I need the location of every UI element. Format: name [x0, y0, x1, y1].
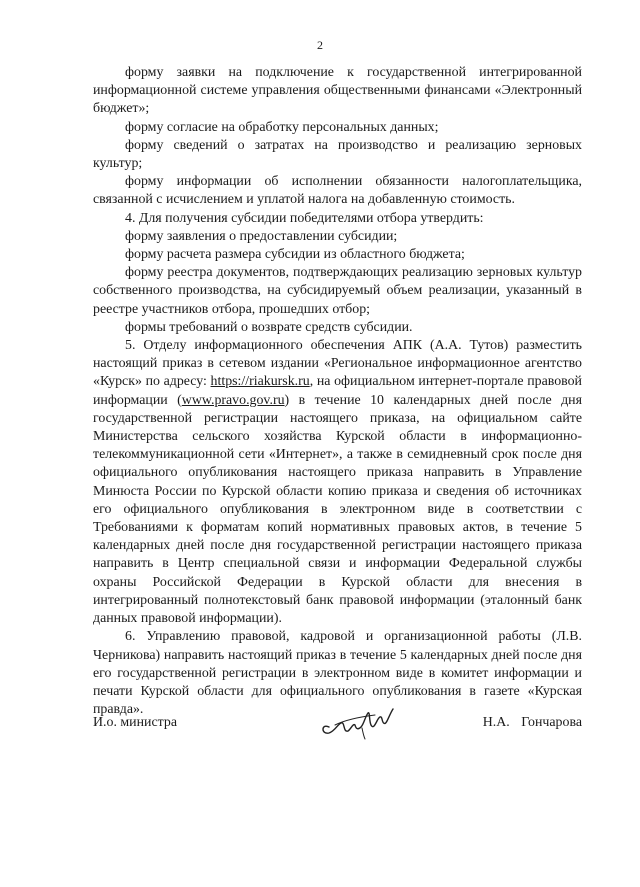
- item5-text-start: 5. Отделу информационного обеспечения АПК (А.А. Тутов) разместить настоящий приказ в сетевом издании «Региональное информационное агентство «Курск» по адресу:: [93, 338, 582, 390]
- handwritten-signature: [315, 703, 397, 741]
- paragraph: форму заявления о предоставлении субсидии;: [125, 228, 398, 244]
- paragraph: формы требований о возврате средств субсидии.: [125, 319, 413, 335]
- paragraph: форму реестра документов, подтверждающих реализацию зерновых культур собственного производства, на субсидируемый объем реализации, указанный в реестре участников отбора, прошедших отбор;: [93, 265, 582, 317]
- item5-text-middle: , на официальном интернет-портале правовой информации (: [93, 374, 582, 408]
- paragraph: форму заявки на подключение к государственной интегрированной информационной системе управления общественными финансами «Электронный бюджет»;: [93, 65, 582, 117]
- document-body: [93, 64, 582, 719]
- signatory-name: Н.А. Гончарова: [482, 715, 582, 730]
- paragraph: 4. Для получения субсидии победителями отбора утвердить:: [125, 210, 484, 226]
- signature-block: [93, 703, 582, 743]
- paragraph: форму согласие на обработку персональных данных;: [125, 119, 439, 135]
- paragraph: форму информации об исполнении обязанности налогоплательщика, связанной с исчислением и уплатой налога на добавленную стоимость.: [93, 174, 582, 208]
- paragraph: форму расчета размера субсидии из областного бюджета;: [125, 247, 465, 263]
- paragraph-item-6: 6. Управлению правовой, кадровой и организационной работы (Л.В. Черникова) направить настоящий приказ в течение 5 календарных дней после дня его государственной регистрации в электронном виде в комитет информации и печати Курской области для официального опубликования в газете «Курская правда».: [93, 629, 582, 718]
- pravo-link[interactable]: www.pravo.gov.ru: [181, 392, 285, 408]
- item5-text-end: ) в течение 10 календарных дней после дня государственной регистрации настоящего приказа, на официальном сайте Министерства сельского хозяйства Курской области в информационно-телекоммуникационной сети «Интернет», а также в семидневный срок после дня официального опубликования настоящего приказа направить в Управление Минюста России по Курской области копию приказа и сведения об источниках его официального опубликования в электронном виде в соответствии с Требованиями к форматам копий нормативных правовых актов, в течение 5 календарных дней после дня государственной регистрации настоящего приказа направить в Центр специальной связи и информации Федеральной службы охраны Российской Федерации в Курской области для внесения в интегрированный полнотекстовый банк правовой информации (эталонный банк данных правовой информации).: [93, 392, 582, 627]
- page-number: 2: [317, 38, 323, 52]
- signatory-title: И.о. министра: [93, 715, 178, 730]
- riakursk-link[interactable]: https://riakursk.ru: [210, 374, 310, 390]
- paragraph-item-5: [93, 337, 582, 628]
- paragraph: форму сведений о затратах на производство и реализацию зерновых культур;: [93, 137, 582, 172]
